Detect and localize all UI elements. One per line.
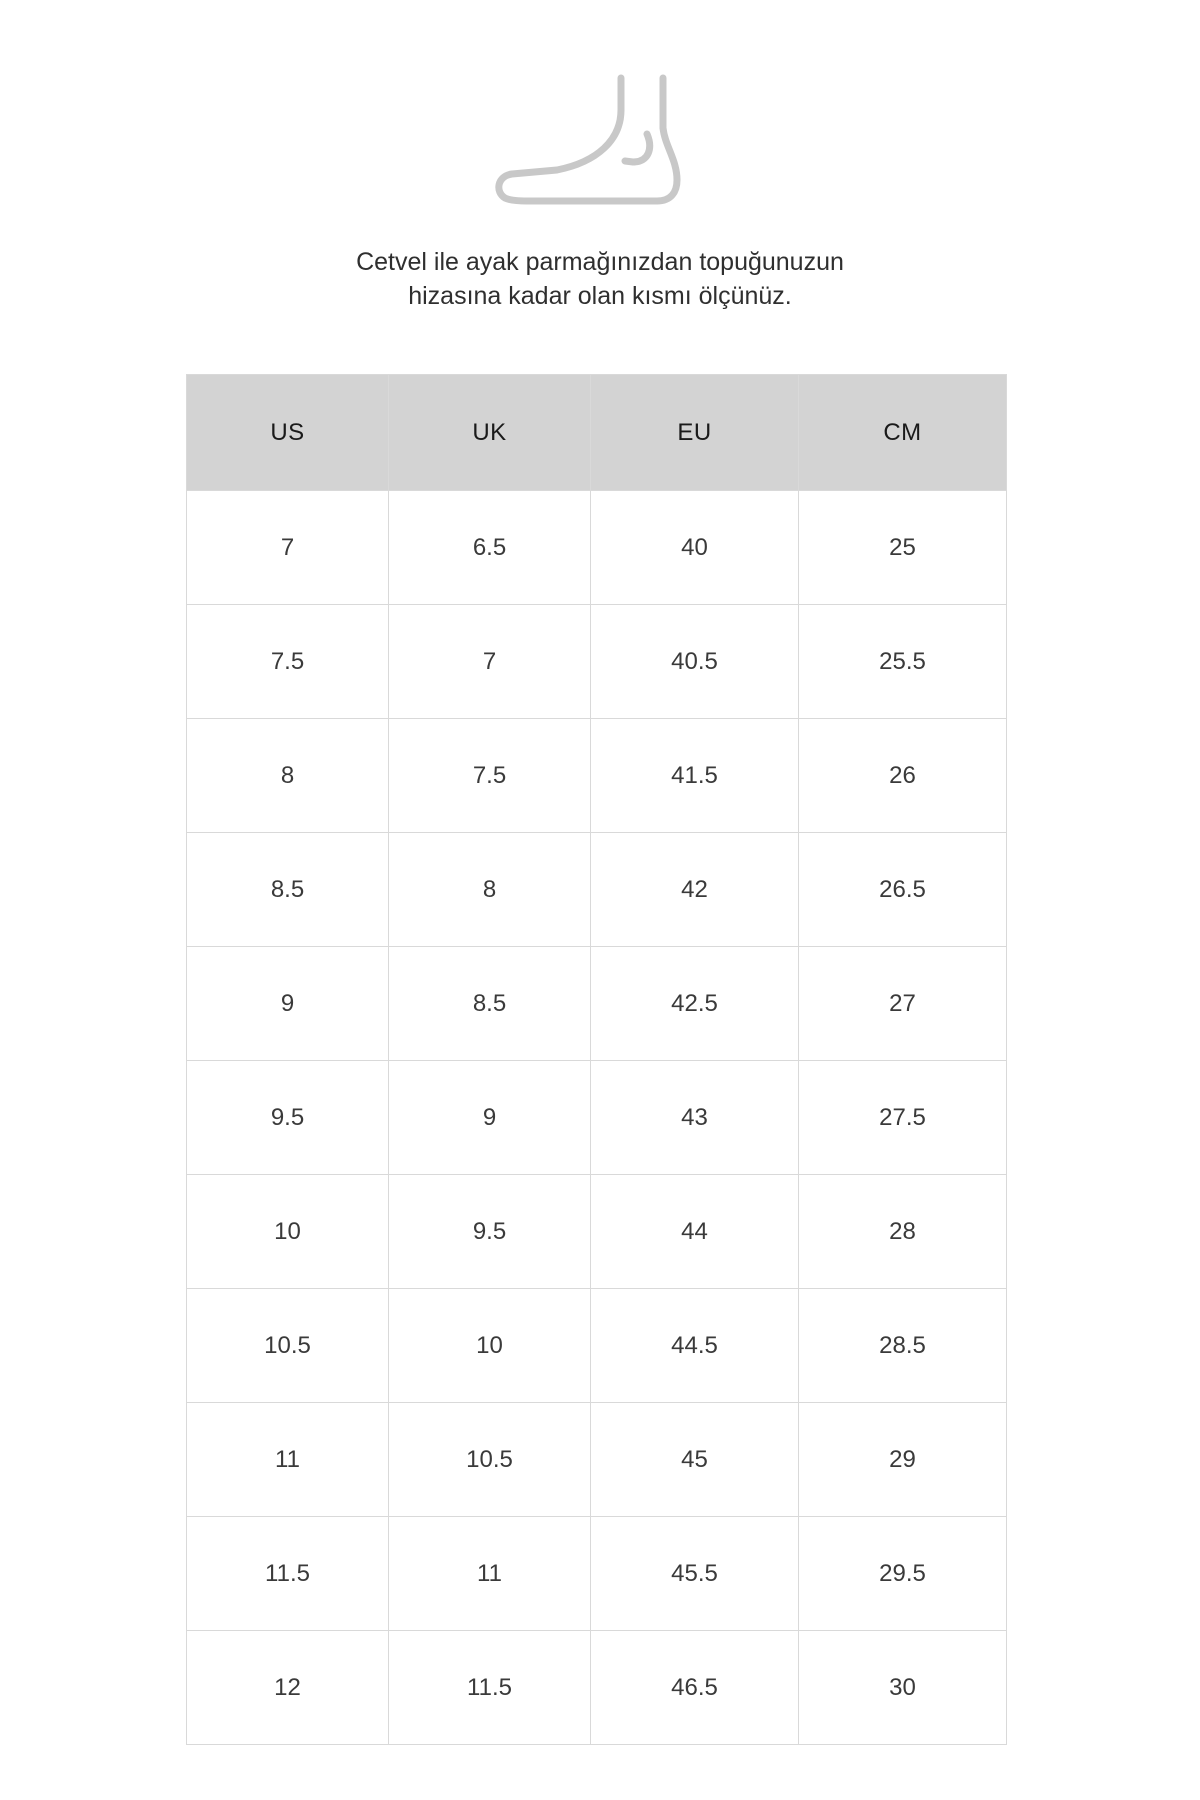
size-cell-cm: 25.5: [799, 605, 1007, 719]
size-cell-cm: 26.5: [799, 833, 1007, 947]
size-cell-uk: 8.5: [389, 947, 591, 1061]
size-cell-us: 12: [187, 1631, 389, 1745]
size-cell-cm: 29.5: [799, 1517, 1007, 1631]
size-cell-us: 11.5: [187, 1517, 389, 1631]
table-row: [187, 605, 1007, 719]
size-cell-us: 9: [187, 947, 389, 1061]
size-cell-us: 10.5: [187, 1289, 389, 1403]
size-cell-eu: 46.5: [591, 1631, 799, 1745]
size-cell-us: 8.5: [187, 833, 389, 947]
table-row: [187, 719, 1007, 833]
size-cell-uk: 9: [389, 1061, 591, 1175]
size-cell-eu: 41.5: [591, 719, 799, 833]
size-cell-eu: 45.5: [591, 1517, 799, 1631]
foot-icon: [487, 70, 697, 210]
size-cell-us: 9.5: [187, 1061, 389, 1175]
header-row: [187, 375, 1007, 491]
column-header-uk: UK: [389, 375, 591, 491]
size-cell-uk: 8: [389, 833, 591, 947]
size-cell-eu: 40.5: [591, 605, 799, 719]
size-cell-cm: 25: [799, 491, 1007, 605]
size-cell-us: 10: [187, 1175, 389, 1289]
size-cell-uk: 7: [389, 605, 591, 719]
size-cell-us: 11: [187, 1403, 389, 1517]
column-header-us: US: [187, 375, 389, 491]
size-cell-cm: 29: [799, 1403, 1007, 1517]
size-cell-eu: 40: [591, 491, 799, 605]
size-cell-us: 7: [187, 491, 389, 605]
size-cell-cm: 30: [799, 1631, 1007, 1745]
size-cell-uk: 10.5: [389, 1403, 591, 1517]
size-chart-body: [187, 491, 1007, 1745]
size-cell-eu: 45: [591, 1403, 799, 1517]
table-row: [187, 1289, 1007, 1403]
table-row: [187, 1175, 1007, 1289]
instructions-line-1: Cetvel ile ayak parmağınızdan topuğunuzun: [356, 248, 844, 276]
measurement-instructions: [0, 245, 1200, 313]
table-row: [187, 1403, 1007, 1517]
column-header-cm: CM: [799, 375, 1007, 491]
size-cell-uk: 7.5: [389, 719, 591, 833]
size-cell-cm: 27.5: [799, 1061, 1007, 1175]
size-cell-cm: 28: [799, 1175, 1007, 1289]
size-cell-eu: 44: [591, 1175, 799, 1289]
table-row: [187, 947, 1007, 1061]
table-row: [187, 833, 1007, 947]
size-cell-eu: 43: [591, 1061, 799, 1175]
size-chart-table: [186, 374, 1007, 1745]
size-cell-us: 8: [187, 719, 389, 833]
table-row: [187, 1631, 1007, 1745]
size-cell-cm: 27: [799, 947, 1007, 1061]
size-chart-header: [187, 375, 1007, 491]
table-row: [187, 1517, 1007, 1631]
size-cell-uk: 10: [389, 1289, 591, 1403]
size-cell-uk: 6.5: [389, 491, 591, 605]
table-row: [187, 491, 1007, 605]
size-cell-eu: 44.5: [591, 1289, 799, 1403]
table-row: [187, 1061, 1007, 1175]
size-cell-eu: 42.5: [591, 947, 799, 1061]
column-header-eu: EU: [591, 375, 799, 491]
size-cell-cm: 26: [799, 719, 1007, 833]
size-cell-uk: 11: [389, 1517, 591, 1631]
size-cell-eu: 42: [591, 833, 799, 947]
size-cell-us: 7.5: [187, 605, 389, 719]
size-cell-cm: 28.5: [799, 1289, 1007, 1403]
size-cell-uk: 9.5: [389, 1175, 591, 1289]
size-cell-uk: 11.5: [389, 1631, 591, 1745]
instructions-line-2: hizasına kadar olan kısmı ölçünüz.: [408, 282, 792, 310]
